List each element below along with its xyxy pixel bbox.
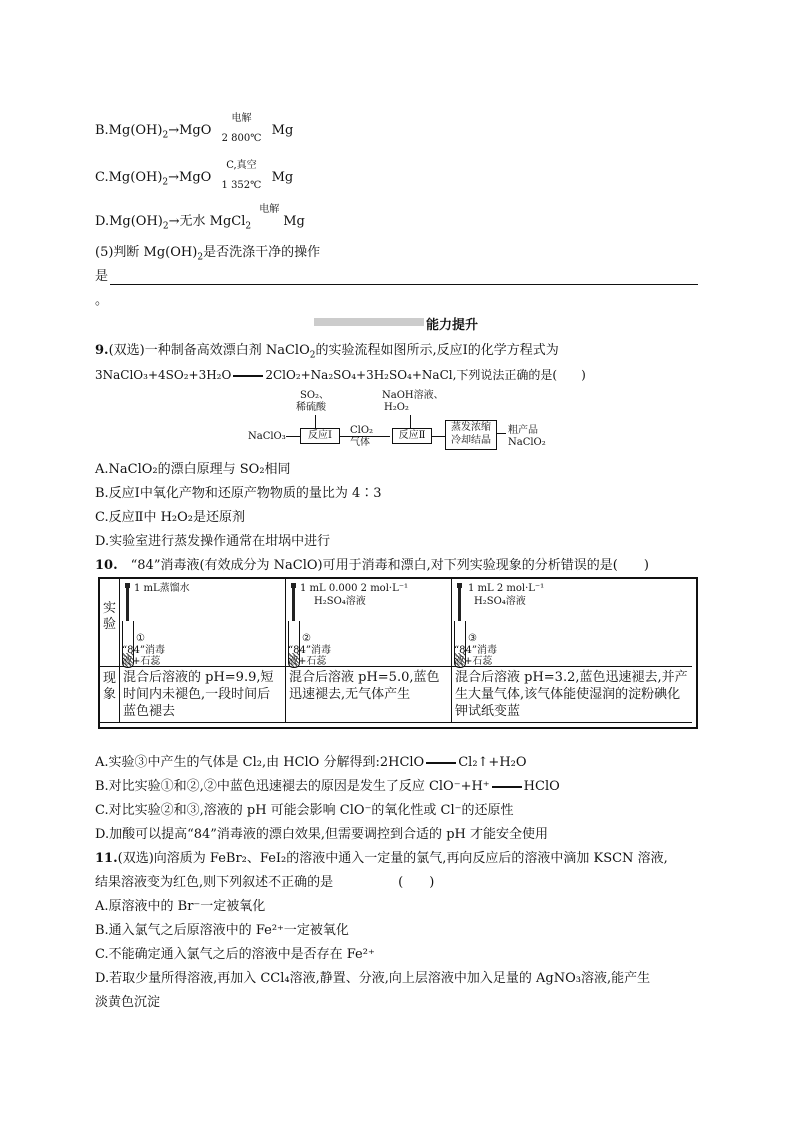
subscript: 2 — [309, 350, 316, 361]
subscript: 2 — [162, 177, 169, 188]
solution-label: 液+石蕊 — [288, 656, 327, 667]
subscript: 2 — [162, 221, 169, 232]
option-text: Cl₂↑+H₂O — [458, 755, 527, 770]
arrow-condition-above: 电解 — [259, 203, 280, 215]
experiment-number: ② — [302, 633, 311, 644]
option-text: D.Mg(OH) — [95, 214, 163, 229]
flow-product-label: NaClO₂ — [508, 437, 546, 448]
q11-option-a[interactable]: A.原溶液中的 Br⁻一定被氧化 — [95, 899, 266, 914]
option-text: Mg — [271, 170, 294, 185]
dropper-icon — [292, 587, 295, 621]
reagent-label: H₂SO₄溶液 — [474, 596, 526, 607]
experiment-number: ③ — [468, 633, 477, 644]
arrow-condition-below: 2 800℃ — [221, 132, 262, 144]
experiment-number: ① — [136, 633, 145, 644]
solution-label: “84”消毒 — [454, 645, 497, 656]
option-text: →无水 MgCl — [168, 214, 246, 229]
experiment-cell-2 — [286, 579, 452, 667]
solution-label: “84”消毒 — [288, 645, 331, 656]
observation-cell-3: 混合后溶液 pH=3.2,蓝色迅速褪去,并产生大量气体,该气体能使湿润的淀粉碘化钾试纸变蓝 — [452, 667, 692, 723]
q8-option-c — [95, 159, 294, 192]
option-text: Mg — [283, 214, 305, 229]
process-flow-diagram — [248, 388, 568, 450]
row-label-observation — [100, 667, 120, 723]
row-label-text: 实验 — [102, 601, 116, 632]
stem-text: 的实验流程如图所示,反应Ⅰ的化学方程式为 — [315, 343, 559, 358]
q11-stem-line1 — [95, 850, 668, 868]
option-text: A.实验③中产生的气体是 Cl₂,由 HClO 分解得到:2HClO — [95, 755, 425, 770]
stem-text: (5)判断 Mg(OH) — [95, 245, 198, 260]
q10-option-b[interactable] — [95, 778, 560, 796]
solution-label: 液+石蕊 — [122, 656, 161, 667]
q8-option-d — [95, 203, 305, 236]
option-text: B.Mg(OH) — [95, 123, 163, 138]
experiment-cell-1 — [120, 579, 286, 667]
option-text: B.对比实验①和②,②中蓝色迅速褪去的原因是发生了反应 ClO⁻+H⁺ — [95, 779, 490, 794]
section-title: 能力提升 — [426, 318, 479, 333]
stem-text: 是否洗涤干净的操作 — [203, 245, 321, 260]
equation-right: 2ClO₂+Na₂SO₄+3H₂SO₄+NaCl,下列说法正确的是( ) — [265, 368, 586, 382]
observation-cell-1: 混合后溶液的 pH=9.9,短时间内未褪色,一段时间后蓝色褪去 — [120, 667, 286, 723]
dropper-icon — [126, 587, 129, 621]
solution-label: “84”消毒 — [122, 645, 165, 656]
flow-arrow — [496, 433, 506, 434]
q11-option-c[interactable]: C.不能确定通入氯气之后的溶液中是否存在 Fe²⁺ — [95, 947, 375, 962]
stem-text: (双选)向溶质为 FeBr₂、FeI₂的溶液中通入一定量的氯气,再向反应后的溶液中滴加 KSCN 溶液, — [117, 851, 668, 866]
q11-stem-line2: 结果溶液变为红色,则下列叙述不正确的是 ( ) — [95, 875, 435, 890]
option-text: →MgO — [168, 170, 212, 185]
experiment-cell-3 — [452, 579, 692, 667]
experiment-table — [98, 577, 698, 729]
flow-start-label: NaClO₃ — [248, 431, 286, 442]
q8-part5-stem — [95, 244, 320, 267]
equals-sign — [426, 762, 456, 764]
arrow-condition-above: 电解 — [231, 112, 252, 124]
flow-arrow — [431, 436, 445, 437]
q8-option-b — [95, 112, 294, 145]
flow-reagent-label: SO₂、 — [300, 390, 330, 401]
answer-blank-line[interactable] — [110, 284, 698, 285]
q9-option-d[interactable]: D.实验室进行蒸发操作通常在坩埚中进行 — [95, 534, 331, 549]
option-text: C.Mg(OH) — [95, 170, 163, 185]
stem-text: (双选)一种制备高效漂白剂 NaClO — [108, 343, 310, 358]
solution-label: 液+石蕊 — [454, 656, 493, 667]
row-label-experiment — [100, 579, 120, 667]
reagent-label: 1 mL蒸馏水 — [134, 583, 190, 594]
dropper-icon — [458, 587, 461, 621]
option-text: →MgO — [168, 123, 212, 138]
flow-intermediate-label: ClO₂ — [350, 425, 374, 436]
flow-box-reaction-1 — [300, 428, 340, 444]
reagent-label: 1 mL 2 mol·L⁻¹ — [468, 583, 545, 594]
q10-option-a[interactable] — [95, 754, 527, 772]
arrow-condition-below: 1 352℃ — [221, 179, 262, 191]
flow-product-label: 粗产品 — [508, 425, 538, 436]
q10-option-d[interactable]: D.加酸可以提高“84”消毒液的漂白效果,但需要调控到合适的 pH 才能安全使用 — [95, 827, 548, 842]
q9-option-c[interactable]: C.反应Ⅱ中 H₂O₂是还原剂 — [95, 510, 246, 525]
subscript: 2 — [197, 252, 204, 263]
q8-part5-period: 。 — [95, 293, 109, 308]
row-label-text: 现象 — [102, 671, 116, 702]
stem-text: “84”消毒液(有效成分为 NaClO)可用于消毒和漂白,对下列实验现象的分析错误的是( ) — [117, 558, 649, 573]
flow-arrow — [410, 415, 411, 428]
flow-box-label: 冷却结晶 — [451, 435, 491, 446]
reaction-arrow — [215, 159, 267, 191]
arrow-condition-above: C,真空 — [226, 159, 257, 171]
flow-arrow — [315, 415, 316, 428]
reaction-arrow — [216, 112, 268, 144]
flow-box-label: 蒸发浓缩 — [451, 422, 491, 433]
question-number: 11. — [95, 851, 118, 866]
option-text: HClO — [523, 779, 560, 794]
flow-intermediate-label: 气体 — [350, 437, 370, 448]
flow-box-reaction-2 — [392, 428, 432, 444]
reagent-label: H₂SO₄溶液 — [314, 596, 366, 607]
equals-sign — [492, 786, 522, 788]
q9-stem-line1 — [95, 342, 559, 365]
flow-reagent-label: 稀硫酸 — [296, 402, 326, 413]
q9-option-a[interactable]: A.NaClO₂的漂白原理与 SO₂相同 — [95, 462, 291, 477]
question-number: 9. — [95, 343, 109, 358]
q10-stem — [95, 557, 649, 575]
question-number: 10. — [95, 558, 118, 573]
observation-cell-2: 混合后溶液 pH=5.0,蓝色迅速褪去,无气体产生 — [286, 667, 452, 723]
q8-part5-answer-prefix: 是 — [95, 269, 109, 284]
flow-arrow — [286, 436, 300, 437]
q9-equation — [95, 366, 586, 384]
equation-left: 3NaClO₃+4SO₂+3H₂O — [95, 368, 232, 382]
section-bar — [314, 318, 424, 326]
option-text: Mg — [271, 123, 294, 138]
reaction-arrow — [255, 203, 283, 230]
q10-option-c[interactable]: C.对比实验②和③,溶液的 pH 可能会影响 ClO⁻的氧化性或 Cl⁻的还原性 — [95, 803, 514, 818]
flow-arrow — [340, 436, 390, 437]
flow-box-label: 反应Ⅰ — [308, 430, 332, 441]
flow-box-label: 反应Ⅱ — [398, 430, 426, 441]
subscript: 2 — [162, 130, 169, 141]
reagent-label: 1 mL 0.000 2 mol·L⁻¹ — [300, 583, 408, 594]
flow-reagent-label: H₂O₂ — [384, 402, 409, 413]
q9-option-b[interactable]: B.反应Ⅰ中氧化产物和还原产物物质的量比为 4∶3 — [95, 486, 382, 501]
flow-reagent-label: NaOH溶液、 — [382, 390, 444, 401]
flow-box-crystallize — [445, 420, 497, 450]
subscript: 2 — [245, 221, 252, 232]
q11-option-b[interactable]: B.通入氯气之后原溶液中的 Fe²⁺一定被氧化 — [95, 923, 349, 938]
q11-option-d[interactable]: D.若取少量所得溶液,再加入 CCl₄溶液,静置、分液,向上层溶液中加入足量的 AgNO₃溶液,能产生 — [95, 971, 651, 986]
q11-option-d-cont: 淡黄色沉淀 — [95, 995, 161, 1010]
equals-sign — [233, 375, 263, 377]
